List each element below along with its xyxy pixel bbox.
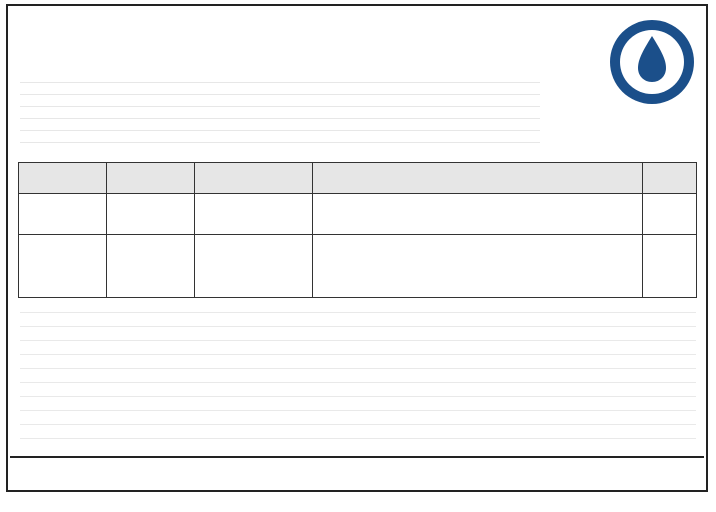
table-row [19, 235, 697, 298]
notice-details-list [20, 304, 696, 444]
cell-call-number [195, 235, 313, 298]
header-subject [313, 163, 643, 194]
header-guarantee-amount [19, 163, 107, 194]
cell-guarantee [19, 194, 107, 235]
cell-row-number [643, 235, 697, 298]
header-estimated-cost [107, 163, 195, 194]
cell-estimate [107, 194, 195, 235]
cell-guarantee [19, 235, 107, 298]
cell-subject [313, 194, 643, 235]
page-number [22, 494, 62, 508]
publish-date-first [552, 462, 702, 482]
notice-title-line2 [184, 34, 544, 60]
publish-date-second [14, 462, 164, 482]
table-row [19, 194, 697, 235]
header-row-number [643, 163, 697, 194]
tender-table [18, 162, 697, 298]
cell-estimate [107, 235, 195, 298]
cell-subject [313, 235, 643, 298]
notice-intro-paragraph [20, 76, 540, 154]
water-drop-logo-icon [606, 16, 698, 108]
organization-name [582, 112, 702, 146]
notice-title-line1 [184, 8, 544, 30]
tender-table-header-row [19, 163, 697, 194]
header-call-number [195, 163, 313, 194]
cell-row-number [643, 194, 697, 235]
cell-call-number [195, 194, 313, 235]
footer-organization-title [160, 460, 556, 484]
